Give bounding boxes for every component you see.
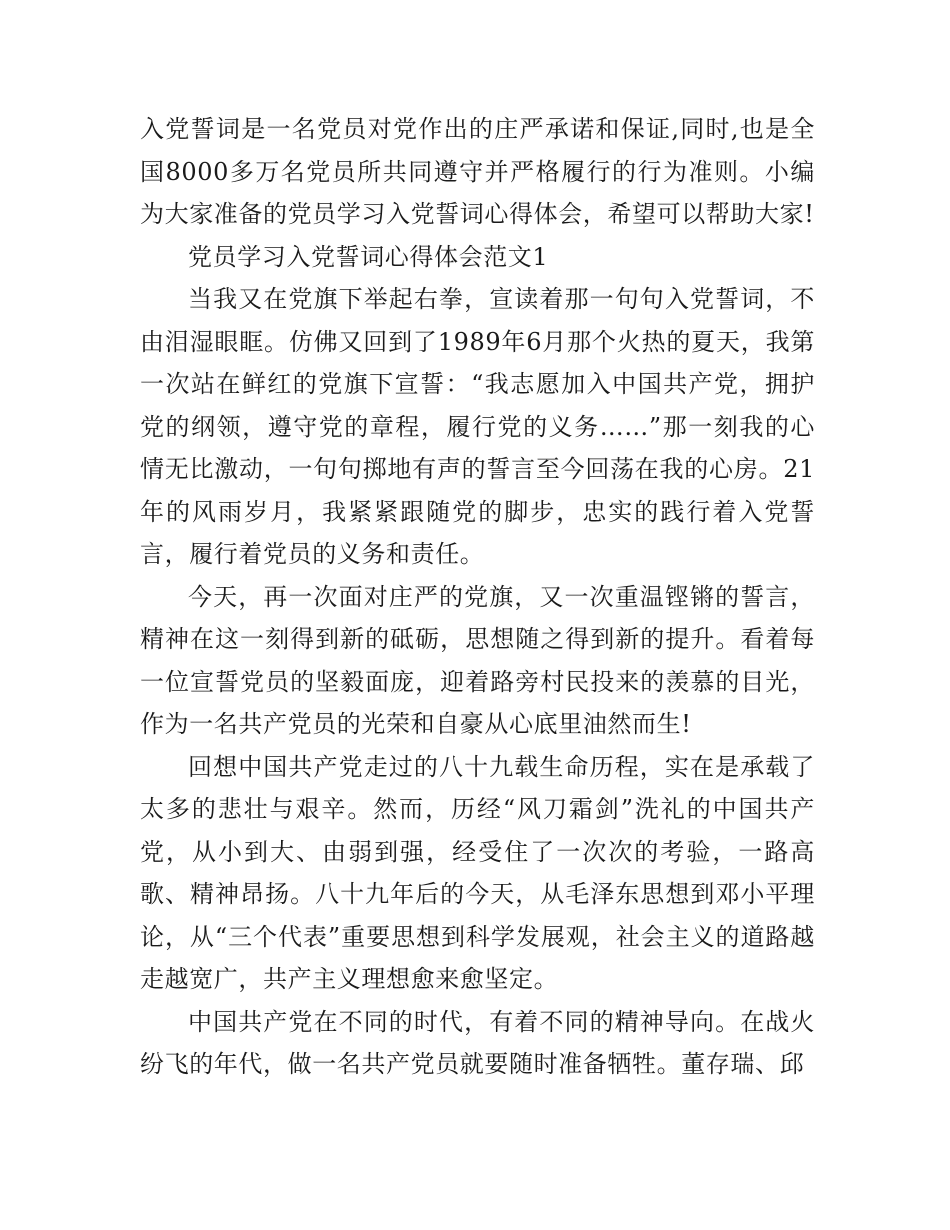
body-paragraph-3: 回想中国共产党走过的八十九载生命历程，实在是承载了太多的悲壮与艰辛。然而，历经“风刀霜剑”洗礼的中国共产党，从小到大、由弱到强，经受住了一次次的考验，一路高歌、精神昂扬。八十九年后的今天，从毛泽东思想到邓小平理论，从“三个代表”重要思想到科学发展观，社会主义的道路越走越宽广，共产主义理想愈来愈坚定。 [140,752,815,993]
document-body [140,108,815,1086]
section-title: 党员学习入党誓词心得体会范文1 [188,242,549,271]
body-paragraph-1: 当我又在党旗下举起右拳，宣读着那一句句入党誓词，不由泪湿眼眶。仿佛又回到了1989年6月那个火热的夏天，我第一次站在鲜红的党旗下宣誓：“我志愿加入中国共产党，拥护党的纲领，遵守党的章程，履行党的义务……”那一刻我的心情无比激动，一句句掷地有声的誓言至今回荡在我的心房。21年的风雨岁月，我紧紧跟随党的脚步，忠实的践行着入党誓言，履行着党员的义务和责任。 [140,285,815,568]
body-paragraph-2: 今天，再一次面对庄严的党旗，又一次重温铿锵的誓言，精神在这一刻得到新的砥砺，思想随之得到新的提升。看着每一位宣誓党员的坚毅面庞，迎着路旁村民投来的羡慕的目光，作为一名共产党员的光荣和自豪从心底里油然而生! [140,582,815,738]
intro-paragraph: 入党誓词是一名党员对党作出的庄严承诺和保证,同时,也是全国8000多万名党员所共同遵守并严格履行的行为准则。小编为大家准备的党员学习入党誓词心得体会，希望可以帮助大家! [140,115,815,228]
body-paragraph-4: 中国共产党在不同的时代，有着不同的精神导向。在战火纷飞的年代，做一名共产党员就要随时准备牺牲。董存瑞、邱 [140,1007,815,1078]
